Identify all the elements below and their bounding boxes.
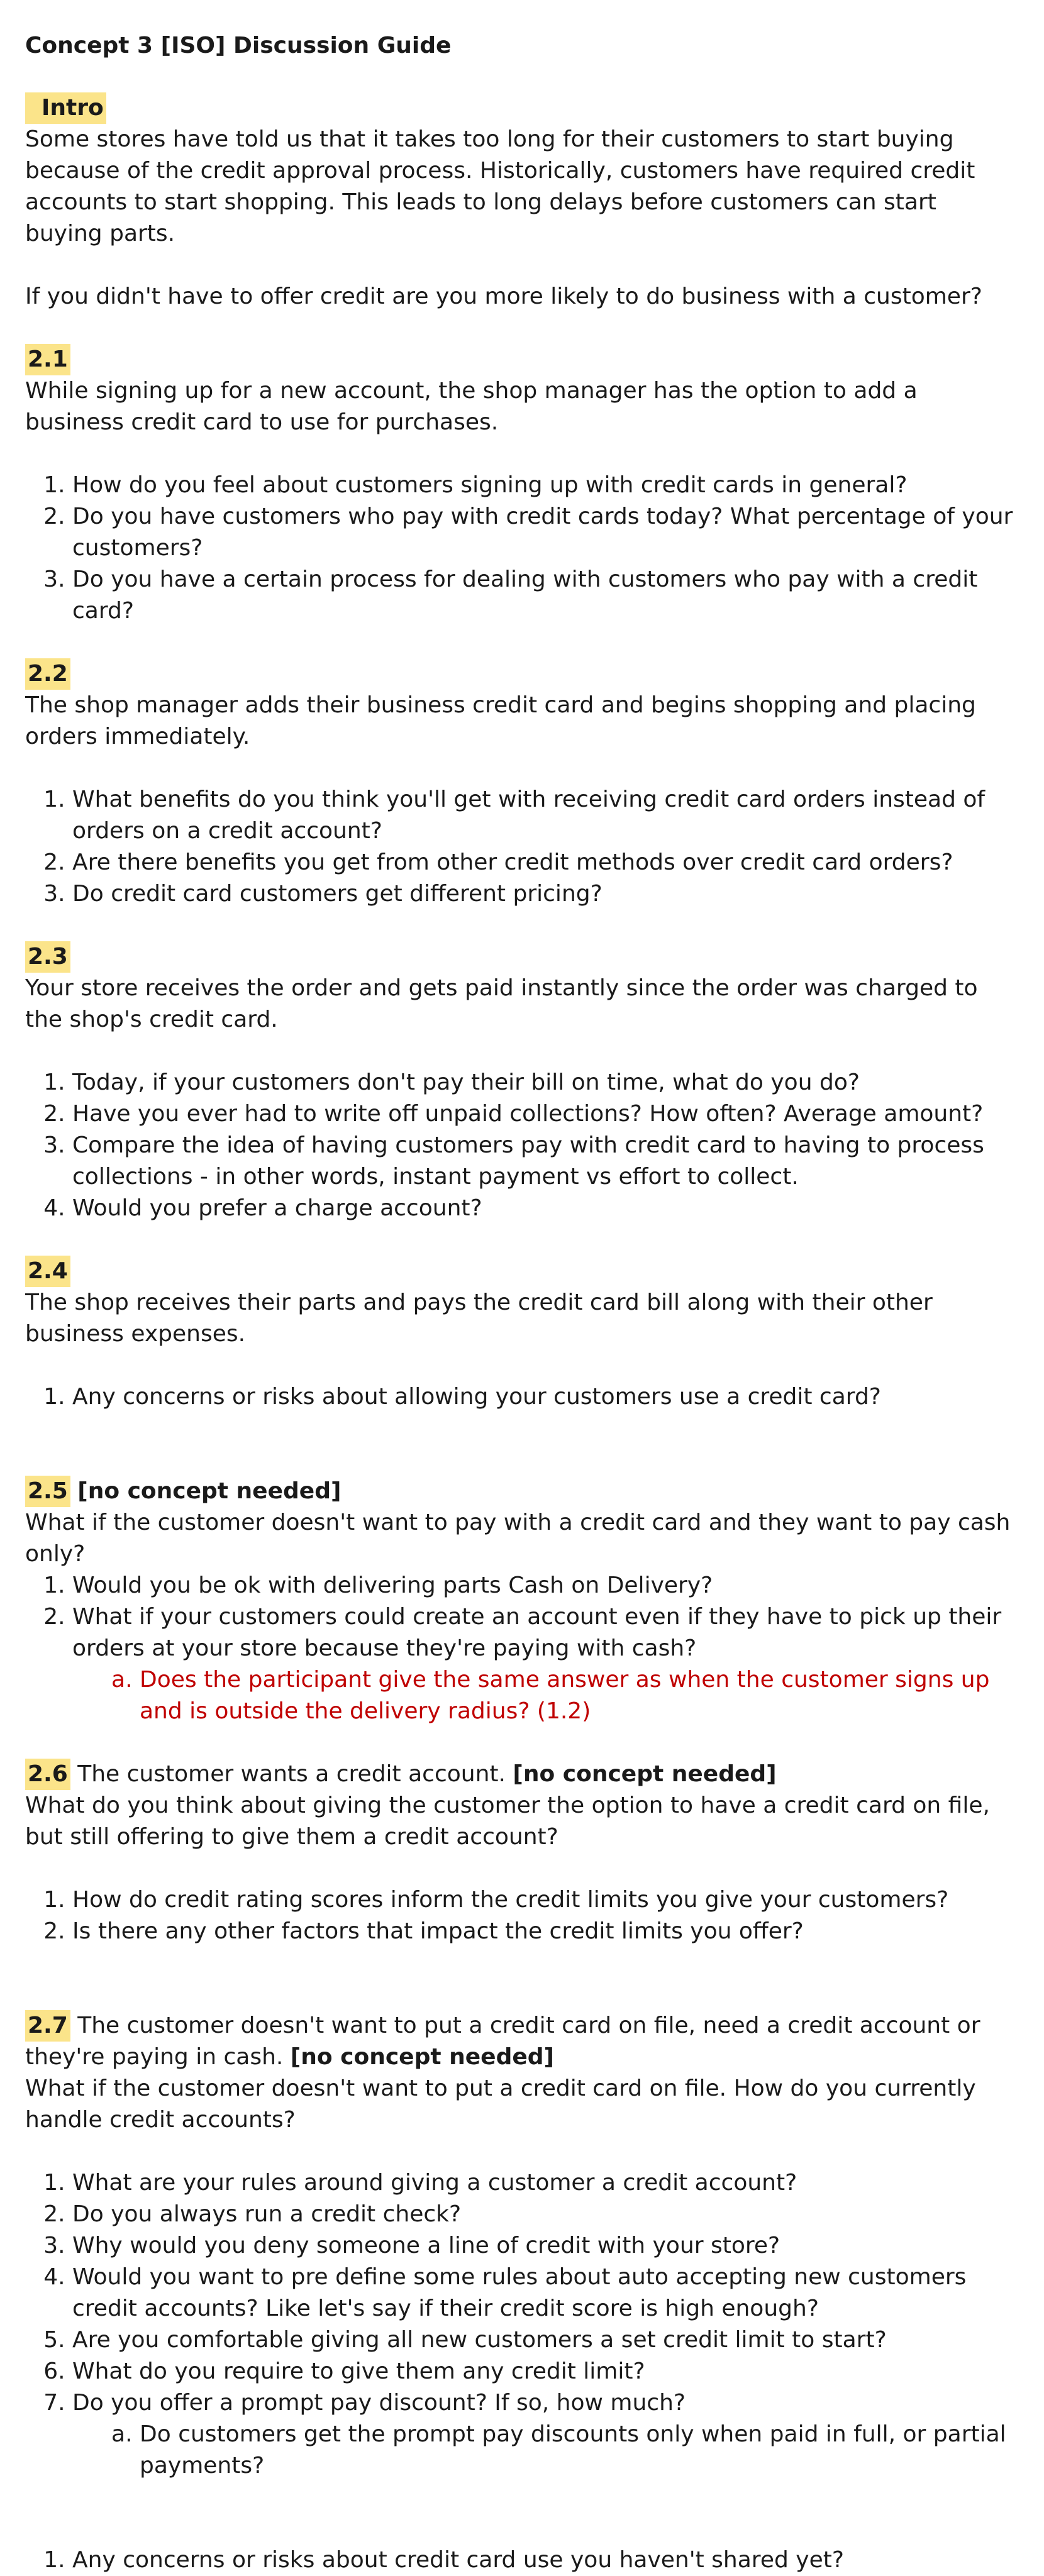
section-label-2-1: 2.1 xyxy=(25,344,70,375)
section-2-7-text: What if the customer doesn't want to put a credit card on file. How do you currently handle credit accounts? xyxy=(25,2075,976,2133)
section-label-intro: Intro xyxy=(25,92,106,124)
list-item: 2. Do you always run a credit check? xyxy=(72,2199,1019,2230)
list-item: 1. Any concerns or risks about allowing your customers use a credit card? xyxy=(72,1381,1019,1413)
list-item: 2. Do you have customers who pay with credit cards today? What percentage of your customers? xyxy=(72,501,1019,564)
list-item: a. Do customers get the prompt pay discounts only when paid in full, or partial payments? xyxy=(140,2419,1019,2482)
sub-list xyxy=(72,2419,1019,2482)
section-2-2 xyxy=(25,658,1019,910)
section-2-6-text: What do you think about giving the customer the option to have a credit card on file, but still offering to give them a credit account? xyxy=(25,1792,990,1850)
sub-list xyxy=(72,1664,1019,1727)
section-2-4 xyxy=(25,1256,1019,1413)
list-item: 3. Do you have a certain process for dealing with customers who pay with a credit card? xyxy=(72,564,1019,627)
intro-paragraph-1: Some stores have told us that it takes too long for their customers to start buying because of the credit approval process. Historically, customers have required credit accounts to start shopping. This leads to long delays before customers can start buying parts. xyxy=(25,126,975,246)
list-item: 1. Today, if your customers don't pay their bill on time, what do you do? xyxy=(72,1067,1019,1098)
page-title: Concept 3 [ISO] Discussion Guide xyxy=(25,33,452,58)
list-item: 3. Why would you deny someone a line of credit with your store? xyxy=(72,2230,1019,2262)
section-2-6-questions xyxy=(25,1884,1019,1947)
list-item: 1. How do you feel about customers signing up with credit cards in general? xyxy=(72,470,1019,501)
section-label-2-3: 2.3 xyxy=(25,941,70,973)
section-2-5 xyxy=(25,1476,1019,1727)
list-item: 2. Are there benefits you get from other credit methods over credit card orders? xyxy=(72,847,1019,878)
section-2-5-text: What if the customer doesn't want to pay with a credit card and they want to pay cash only? xyxy=(25,1509,1011,1567)
section-label-2-4: 2.4 xyxy=(25,1256,70,1287)
section-2-2-text: The shop manager adds their business credit card and begins shopping and placing orders immediately. xyxy=(25,692,976,749)
section-2-3-questions xyxy=(25,1067,1019,1224)
list-item: 2. Have you ever had to write off unpaid collections? How often? Average amount? xyxy=(72,1098,1019,1130)
section-2-7-questions xyxy=(25,2167,1019,2482)
list-item: 3. Compare the idea of having customers pay with credit card to having to process collections - in other words, instant payment vs effort to collect. xyxy=(72,1130,1019,1193)
section-2-5-questions xyxy=(25,1570,1019,1727)
no-concept-tag: [no concept needed] xyxy=(77,1478,342,1504)
section-2-1-text: While signing up for a new account, the shop manager has the option to add a business credit card to use for purchases. xyxy=(25,377,918,435)
section-2-7 xyxy=(25,2010,1019,2482)
list-item: 4. Would you prefer a charge account? xyxy=(72,1193,1019,1224)
section-label-2-7: 2.7 xyxy=(25,2010,70,2042)
section-2-3 xyxy=(25,941,1019,1224)
section-label-2-2: 2.2 xyxy=(25,658,70,690)
list-item-text: Do you offer a prompt pay discount? If so, how much? xyxy=(72,2389,686,2416)
section-closing xyxy=(25,2545,1019,2576)
list-item: 5. Are you comfortable giving all new customers a set credit limit to start? xyxy=(72,2324,1019,2356)
section-2-1-questions xyxy=(25,470,1019,627)
intro-paragraph-2: If you didn't have to offer credit are you more likely to do business with a customer? xyxy=(25,283,982,309)
list-item: 1. How do credit rating scores inform the credit limits you give your customers? xyxy=(72,1884,1019,1916)
section-2-4-text: The shop receives their parts and pays the credit card bill along with their other business expenses. xyxy=(25,1289,933,1347)
list-item: 6. What do you require to give them any credit limit? xyxy=(72,2356,1019,2387)
closing-questions xyxy=(25,2545,1019,2576)
section-2-1 xyxy=(25,344,1019,627)
section-label-2-6: 2.6 xyxy=(25,1759,70,1790)
section-2-6-lead: The customer wants a credit account. xyxy=(77,1761,506,1787)
list-item: 2. Is there any other factors that impact the credit limits you offer? xyxy=(72,1916,1019,1947)
section-2-4-questions xyxy=(25,1381,1019,1413)
section-2-7-lead: The customer doesn't want to put a credit card on file, need a credit account or they're paying in cash. xyxy=(25,2012,980,2070)
section-label-2-5: 2.5 xyxy=(25,1476,70,1507)
section-2-3-text: Your store receives the order and gets paid instantly since the order was charged to the shop's credit card. xyxy=(25,975,978,1032)
list-item: 1. Any concerns or risks about credit card use you haven't shared yet? xyxy=(72,2545,1019,2576)
no-concept-tag: [no concept needed] xyxy=(513,1761,777,1787)
section-intro xyxy=(25,92,1019,312)
list-item: 1. Would you be ok with delivering parts Cash on Delivery? xyxy=(72,1570,1019,1601)
list-item: 3. Do credit card customers get different pricing? xyxy=(72,878,1019,910)
list-item xyxy=(72,1601,1019,1727)
section-2-6 xyxy=(25,1759,1019,1947)
list-item: 4. Would you want to pre define some rules about auto accepting new customers credit accounts? Like let's say if their credit score is high enough? xyxy=(72,2262,1019,2324)
list-item-text: What if your customers could create an account even if they have to pick up their orders at your store because they're paying with cash? xyxy=(72,1603,1002,1661)
list-item: 1. What benefits do you think you'll get with receiving credit card orders instead of orders on a credit account? xyxy=(72,784,1019,847)
list-item xyxy=(72,2387,1019,2482)
no-concept-tag: [no concept needed] xyxy=(290,2043,554,2070)
section-2-2-questions xyxy=(25,784,1019,910)
moderator-note: a. Does the participant give the same answer as when the customer signs up and is outside the delivery radius? (1.2) xyxy=(140,1664,1019,1727)
list-item: 1. What are your rules around giving a customer a credit account? xyxy=(72,2167,1019,2199)
